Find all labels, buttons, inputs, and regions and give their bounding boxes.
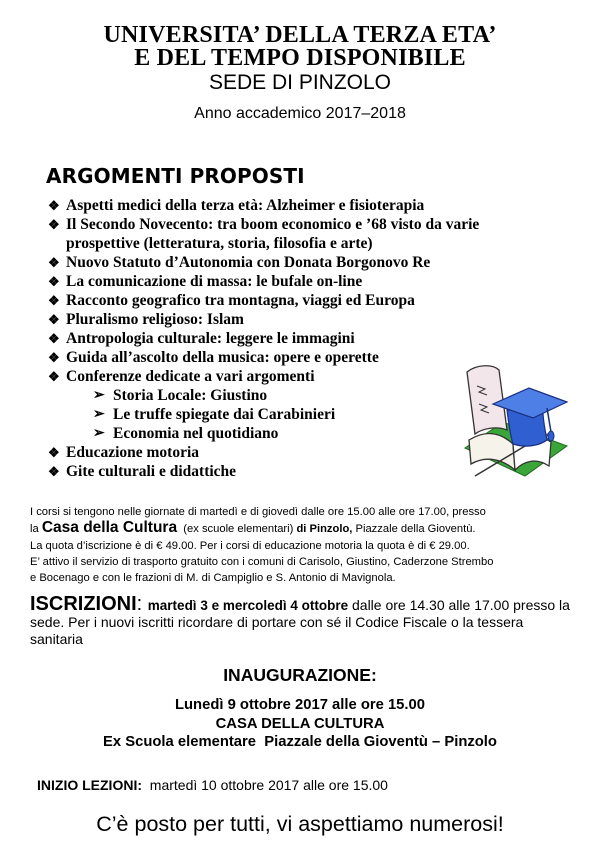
info-line: La quota d’iscrizione è di € 49.00. Per i corsi di educazione motoria la quota è di € 29.00. — [30, 539, 470, 552]
list-item: ❖ Guida all’ascolto della musica: opere e operette — [48, 349, 379, 366]
diamond-bullet-icon: ❖ — [48, 293, 60, 308]
diamond-bullet-icon: ❖ — [48, 255, 60, 270]
registration-text: dalle ore 14.30 alle 17.00 presso la sede. Per i nuovi iscritti ricordare di portare con sé il Codice Fiscale o la tessera sanitaria — [30, 597, 570, 647]
list-item: ❖ Gite culturali e didattiche — [48, 463, 237, 480]
diamond-bullet-icon: ❖ — [48, 198, 60, 213]
lessons-start-value: martedì 10 ottobre 2017 alle ore 15.00 — [142, 777, 388, 793]
list-item: ❖ Educazione motoria — [48, 444, 200, 461]
list-item: ❖ Racconto geografico tra montagna, viaggi ed Europa — [48, 292, 415, 309]
diamond-bullet-icon: ❖ — [48, 369, 60, 384]
list-item: ❖ Aspetti medici della terza età: Alzheimer e fisioterapia — [48, 197, 425, 214]
list-item: ❖ Nuovo Statuto d’Autonomia con Donata Borgonovo Re — [48, 254, 431, 271]
sub-list-item: ➢ Economia nel quotidiano — [93, 425, 279, 442]
info-line: E’ attivo il servizio di trasporto gratuito con i comuni di Carisolo, Giustino, Caderzone Strembo — [30, 555, 494, 568]
academic-year: Anno accademico 2017–2018 — [194, 105, 406, 122]
closing-message: C’è posto per tutti, vi aspettiamo numerosi! — [96, 812, 504, 836]
subtitle: SEDE DI PINZOLO — [208, 71, 392, 94]
venue-name: Casa della Cultura — [41, 519, 178, 537]
topics-heading: ARGOMENTI PROPOSTI — [46, 164, 305, 188]
lessons-start — [37, 777, 388, 793]
title-line-1: UNIVERSITA’ DELLA TERZA ETA’ — [103, 22, 497, 48]
diamond-bullet-icon: ❖ — [48, 350, 60, 365]
diamond-bullet-icon: ❖ — [48, 464, 60, 479]
inauguration-venue: CASA DELLA CULTURA — [215, 715, 385, 732]
list-item: ❖ La comunicazione di massa: le bufale on-line — [48, 273, 363, 290]
diamond-bullet-icon: ❖ — [48, 274, 60, 289]
graduation-cap-and-diploma-icon — [455, 360, 573, 480]
registration-section: ISCRIZIONI: martedì 3 e mercoledì 4 ottobre dalle ore 14.30 alle 17.00 presso la sede. Per i nuovi iscritti ricordare di portare con sé il Codice Fiscale o la tessera sanitaria — [30, 593, 570, 647]
title-line-2: E DEL TEMPO DISPONIBILE — [134, 45, 466, 71]
lessons-start-label: INIZIO LEZIONI: — [37, 777, 142, 793]
registration-heading: ISCRIZIONI — [30, 593, 137, 615]
course-info — [30, 504, 575, 586]
diamond-bullet-icon: ❖ — [48, 445, 60, 460]
arrow-bullet-icon: ➢ — [93, 407, 105, 422]
diamond-bullet-icon: ❖ — [48, 312, 60, 327]
registration-dates: martedì 3 e mercoledì 4 ottobre — [147, 598, 349, 613]
info-line: e Bocenago e con le frazioni di M. di Campiglio e S. Antonio di Mavignola. — [30, 572, 396, 585]
list-item: ❖ Il Secondo Novecento: tra boom economico e ’68 visto da varie prospettive (letteratura, storia, filosofia e arte) — [48, 216, 480, 252]
flyer-header — [0, 24, 600, 124]
inauguration-heading: INAUGURAZIONE: — [223, 665, 377, 685]
list-item: ❖ Pluralismo religioso: Islam — [48, 311, 244, 328]
list-item: ❖ Antropologia culturale: leggere le immagini — [48, 330, 355, 347]
arrow-bullet-icon: ➢ — [93, 388, 105, 403]
inauguration-section — [0, 664, 600, 752]
arrow-bullet-icon: ➢ — [93, 426, 105, 441]
town-name: di Pinzolo, — [296, 523, 353, 536]
info-line: I corsi si tengono nelle giornate di martedì e di giovedì dalle ore 15.00 alle ore 17.00, presso — [30, 506, 486, 518]
inauguration-date: Lunedì 9 ottobre 2017 alle ore 15.00 — [174, 697, 425, 713]
info-line: la Casa della Cultura (ex scuole elementari) di Pinzolo, Piazzale della Gioventù. — [30, 519, 476, 537]
diamond-bullet-icon: ❖ — [48, 217, 60, 232]
sub-list-item: ➢ Storia Locale: Giustino — [93, 387, 268, 404]
sub-list-item: ➢ Le truffe spiegate dai Carabinieri — [93, 406, 336, 423]
list-item: ❖ Conferenze dedicate a vari argomenti — [48, 368, 315, 385]
inauguration-address: Ex Scuola elementare Piazzale della Gioventù – Pinzolo — [103, 734, 497, 750]
diamond-bullet-icon: ❖ — [48, 331, 60, 346]
